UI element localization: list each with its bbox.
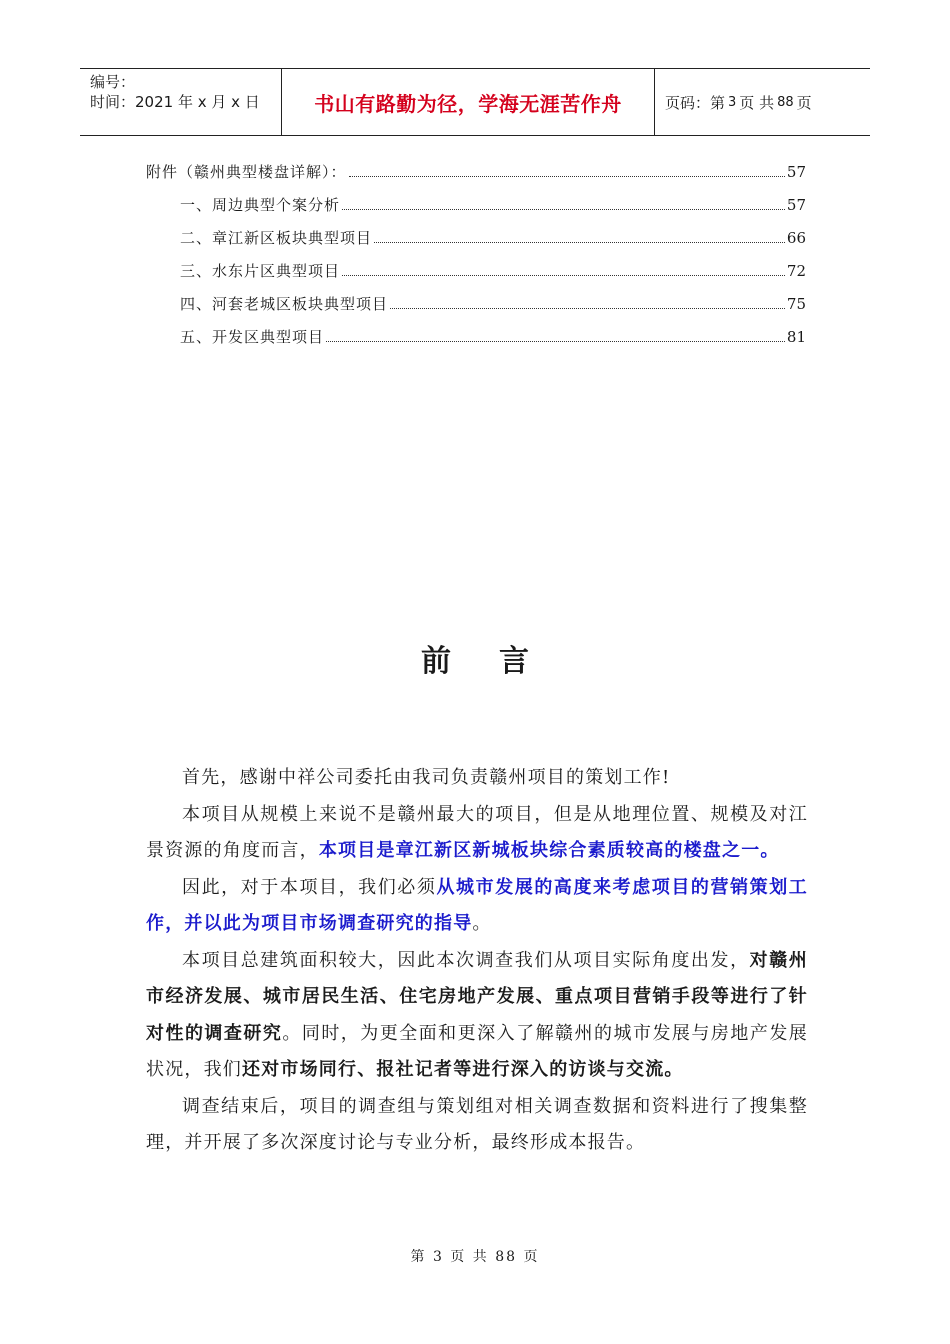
paragraph-text: 本项目总建筑面积较大，因此本次调查我们从项目实际角度出发， bbox=[182, 949, 750, 971]
preface-paragraph bbox=[146, 870, 808, 943]
toc-entry-page: 57 bbox=[786, 163, 806, 181]
paragraph-text: 因此，对于本项目，我们必须 bbox=[182, 876, 437, 898]
preface-body bbox=[146, 760, 808, 1162]
paragraph-text: 本项目从规模上来说不是赣州最大的项目，但是从地理位置、规模及对江景资源的角度而言， bbox=[146, 803, 808, 861]
toc-entry[interactable] bbox=[146, 259, 806, 292]
paragraph-text: 。 bbox=[472, 913, 492, 934]
preface-heading: 前言 bbox=[421, 644, 577, 679]
toc-entry-title: 三、水东片区典型项目 bbox=[180, 262, 341, 280]
preface-paragraph bbox=[146, 760, 808, 797]
toc-leader-dots bbox=[342, 275, 785, 276]
toc-leader-dots bbox=[326, 341, 785, 342]
toc-entry-title: 一、周边典型个案分析 bbox=[180, 196, 341, 214]
highlight-text: 本项目是章江新区新城板块综合素质较高的楼盘之一。 bbox=[318, 840, 780, 861]
header-page-info bbox=[655, 69, 870, 135]
toc-entry-page: 66 bbox=[786, 229, 806, 247]
document-number-label: 编号： bbox=[90, 73, 136, 91]
toc-entry-page: 57 bbox=[786, 196, 806, 214]
document-date: 时间：2021 年 x 月 x 日 bbox=[90, 93, 260, 111]
paragraph-text: 。同时，为更全面和更深入了解赣州的城市发展与房地产发展状况，我们 bbox=[146, 1022, 808, 1080]
page-header bbox=[80, 68, 870, 136]
header-meta bbox=[80, 69, 282, 135]
page-suffix: 页 bbox=[796, 93, 812, 112]
emphasis-text: 对赣州市经济发展、城市居民生活、住宅房地产发展、重点项目营销手段等进行了针对性的调查研究 bbox=[146, 949, 809, 1044]
toc-leader-dots bbox=[342, 209, 785, 210]
preface-paragraph bbox=[146, 797, 808, 870]
toc-entry[interactable] bbox=[146, 325, 806, 358]
page-prefix: 页码：第 bbox=[665, 93, 726, 112]
toc-leader-dots bbox=[349, 176, 785, 177]
paragraph-text: 首先，感谢中祥公司委托由我司负责赣州项目的策划工作! bbox=[182, 767, 671, 788]
toc-leader-dots bbox=[390, 308, 785, 309]
emphasis-text: 还对市场同行、报社记者等进行深入的访谈与交流。 bbox=[242, 1059, 684, 1080]
preface-paragraph bbox=[146, 1089, 808, 1162]
highlight-text: 从城市发展的高度来考虑项目的营销策划工作，并以此为项目市场调查研究的指导 bbox=[146, 876, 808, 934]
toc-entry[interactable] bbox=[146, 160, 806, 193]
toc-entry[interactable] bbox=[146, 226, 806, 259]
toc-leader-dots bbox=[374, 242, 785, 243]
toc-entry-page: 72 bbox=[786, 262, 806, 280]
page-current: 3 bbox=[728, 94, 737, 110]
toc-entry[interactable] bbox=[146, 292, 806, 325]
paragraph-text: 调查结束后，项目的调查组与策划组对相关调查数据和资料进行了搜集整理，并开展了多次深度讨论与专业分析，最终形成本报告。 bbox=[146, 1095, 808, 1153]
toc-entry-title: 五、开发区典型项目 bbox=[180, 328, 325, 346]
table-of-contents bbox=[146, 160, 806, 358]
header-motto: 书山有路勤为径，学海无涯苦作舟 bbox=[282, 69, 655, 135]
preface-paragraph bbox=[146, 943, 808, 1089]
toc-entry-title: 二、章江新区板块典型项目 bbox=[180, 229, 373, 247]
toc-entry-page: 75 bbox=[786, 295, 806, 313]
toc-entry-title: 附件（赣州典型楼盘详解）： bbox=[146, 163, 347, 181]
page-total: 88 bbox=[777, 94, 794, 110]
toc-entry-page: 81 bbox=[786, 328, 806, 346]
page-mid: 页 共 bbox=[739, 93, 775, 112]
toc-entry[interactable] bbox=[146, 193, 806, 226]
toc-entry-title: 四、河套老城区板块典型项目 bbox=[180, 295, 389, 313]
page-footer: 第 3 页 共 88 页 bbox=[410, 1249, 540, 1265]
